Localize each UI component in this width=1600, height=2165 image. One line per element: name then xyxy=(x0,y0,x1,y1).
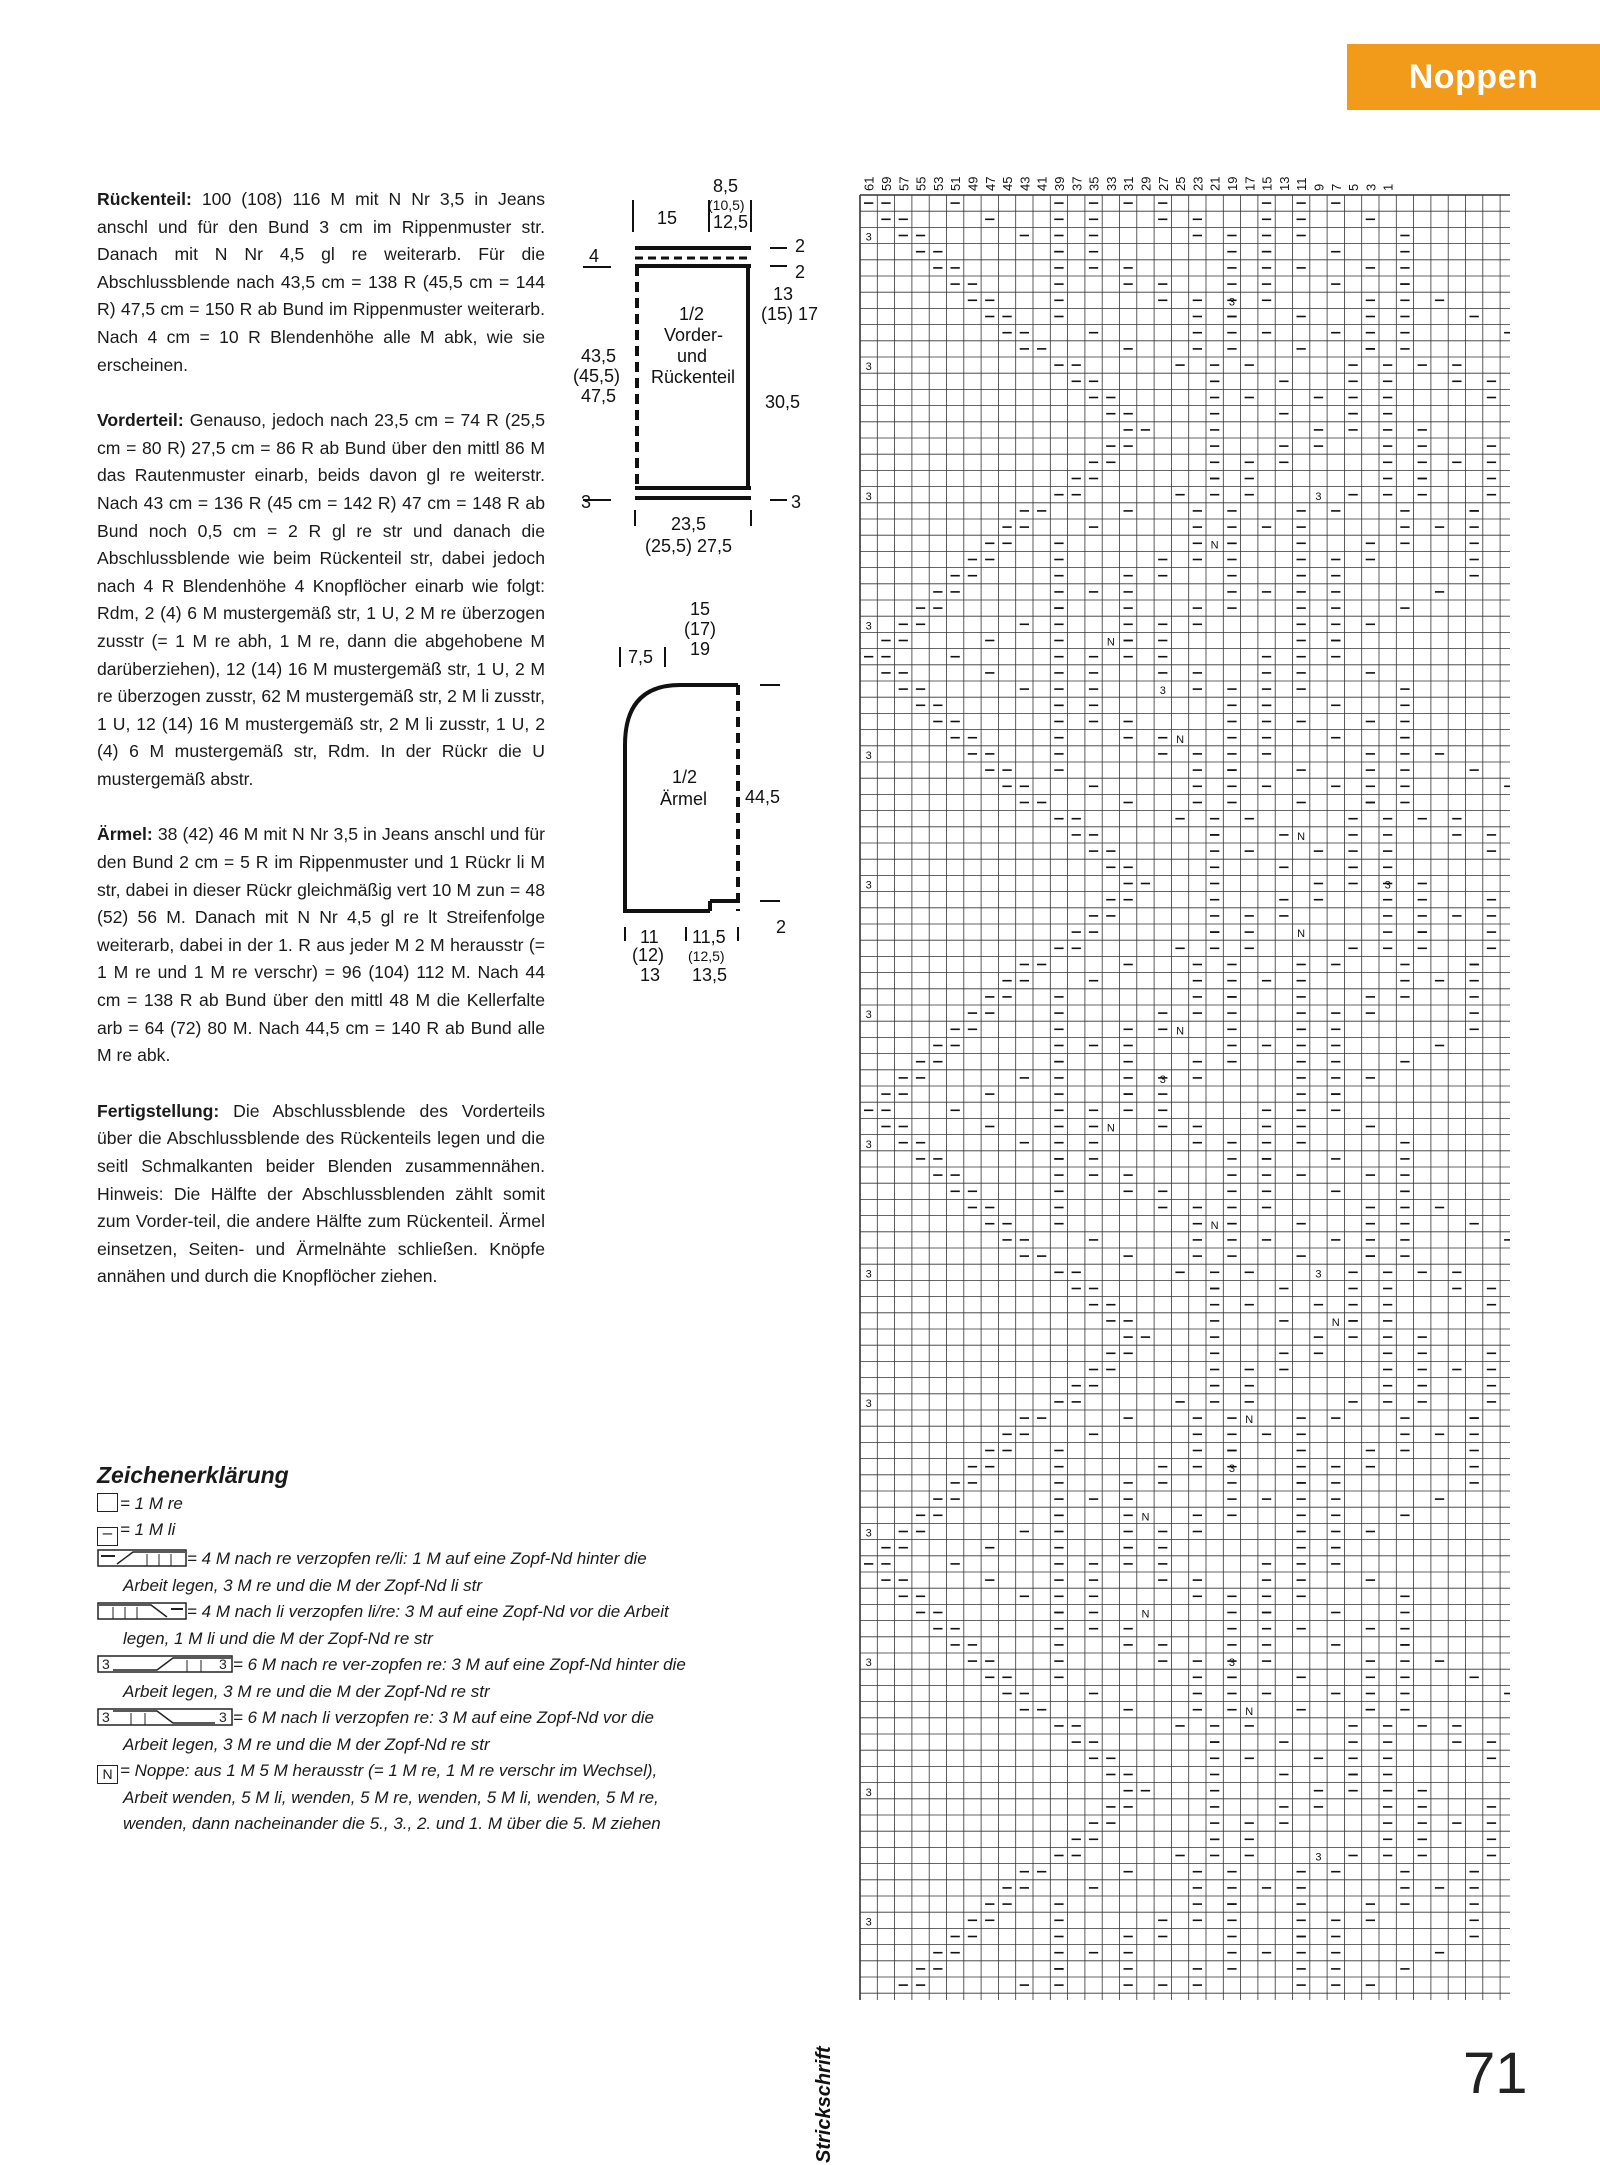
bottom-b-m: (12,5) xyxy=(688,948,725,964)
body-label-3: und xyxy=(677,346,708,366)
bobble-mark: N xyxy=(1245,1705,1254,1718)
cable-count-mark: 3 xyxy=(1228,296,1236,309)
height-s: 43,5 xyxy=(581,346,617,366)
legend-text-cont: Arbeit legen, 3 M re und die M der Zopf-Nd re str xyxy=(123,1734,490,1754)
row-label: 39 xyxy=(1051,176,1067,191)
cable-count-mark: 3 xyxy=(865,1398,872,1410)
row-label: 49 xyxy=(965,176,981,191)
sleeve-top-s: 15 xyxy=(690,599,711,619)
top-width: 8,5 xyxy=(713,176,739,196)
sleeve-label-1: 1/2 xyxy=(672,767,698,787)
body-label-4: Rückenteil xyxy=(651,367,736,387)
rib-left: 3 xyxy=(581,492,592,512)
cable-count-label: 3 xyxy=(219,1656,227,1672)
sleeve-length: 44,5 xyxy=(745,787,781,807)
legend-text: = 1 M li xyxy=(120,1520,176,1539)
bobble-mark: N xyxy=(1210,539,1219,552)
row-label: 17 xyxy=(1242,176,1258,191)
row-label: 7 xyxy=(1328,183,1344,191)
chart-grid xyxy=(860,195,1510,2000)
legend-item-cable6-right xyxy=(97,1652,737,1705)
legend-text-cont: Arbeit legen, 3 M re und die M der Zopf-Nd li str xyxy=(123,1575,483,1595)
cable-count-mark: 3 xyxy=(865,1527,872,1540)
row-number-labels xyxy=(862,177,1396,191)
bobble-mark: N xyxy=(1210,1219,1219,1232)
bobble-mark: N xyxy=(1297,928,1306,941)
cable-count-mark: 3 xyxy=(1159,685,1166,698)
cable-count-mark: 3 xyxy=(1315,1851,1322,1864)
row-label: 27 xyxy=(1155,176,1171,191)
bottom-b-l: 13,5 xyxy=(692,965,728,985)
cable-count-label: 3 xyxy=(219,1709,227,1725)
body-label-1: 1/2 xyxy=(679,304,705,324)
cable-4-left-icon xyxy=(97,1601,187,1621)
row-label: 47 xyxy=(982,176,998,191)
legend-text: = 4 M nach re verzopfen re/li: 1 M auf eine Zopf-Nd hinter die xyxy=(187,1549,647,1568)
cable-count-mark: 3 xyxy=(1228,1462,1236,1475)
sleeve-cap: 7,5 xyxy=(628,647,654,667)
bobble-mark: N xyxy=(1297,831,1306,843)
empty-square-icon xyxy=(97,1493,118,1512)
cable-6-left-icon xyxy=(97,1707,233,1727)
finishing-text: Die Abschlussblende des Vorderteils über die Abschlussblende des Rückenteils legen und die seitl Schmalkanten beider Blenden zusammennähen. Hinweis: Die Hälfte der Abschlussblenden zählt somit zum Vorder-teil, die andere Hälfte zum Rückenteil. Ärmel einsetzen, Seiten- und Ärmelnähte schließen. Knöpfe annähen und durch die Knopflöcher ziehen. xyxy=(97,1100,545,1287)
legend-text: = Noppe: aus 1 M 5 M herausstr (= 1 M re, 1 M re verschr im Wechsel), xyxy=(120,1761,658,1780)
sleeve-top-l: 19 xyxy=(690,639,711,659)
row-label: 23 xyxy=(1190,176,1206,191)
cable-count-mark: 3 xyxy=(865,1786,872,1799)
symbol-legend xyxy=(97,1462,737,1838)
row-label: 43 xyxy=(1017,176,1033,191)
page-number: 71 xyxy=(1463,2041,1528,2106)
cable-count-mark: 3 xyxy=(865,231,872,244)
chart-title xyxy=(800,1985,840,2165)
legend-item-bobble xyxy=(97,1758,737,1838)
row-label: 35 xyxy=(1086,176,1102,191)
front-text: Genauso, jedoch nach 23,5 cm = 74 R (25,5 cm = 80 R) 27,5 cm = 86 R ab Bund über den mittl 86 M das Rautenmuster einarb, beids davon gl re weiterstr. Nach 43 cm = 136 R (45 cm = 142 R) 47 cm = 148 R ab Bund noch 0,5 cm = 2 R gl re str und danach die Abschlussblende wie beim Rückenteil str, dabei jedoch nach 4 R Blendenhöhe 4 Knopflöcher einarb wie folgt: Rdm, 2 (4) 6 M mustergemäß str, 1 U, 2 M re überzogen zusstr (= 1 M re abh, 1 M re, dann die abgehobene M darüberziehen), 12 (14) 16 M mustergemäß str, 1 U, 2 M re überzogen zusstr, 62 M mustergemäß str, 2 M li zusstr, 1 U, 12 (14) 16 M mustergemäß str, 2 M li zusstr, 1 U, 2 (4) 6 M mustergemäß str, Rdm. In der Rückr die U mustergemäß abstr. xyxy=(97,410,545,789)
row-label: 15 xyxy=(1259,176,1275,191)
back-text: 100 (108) 116 M mit N Nr 3,5 in Jeans anschl und für den Bund 3 cm im Rippenmuster str. Danach mit N Nr 4,5 gl re weiterarb. Für die Abschlussblende nach 43,5 cm = 138 R (45,5 cm = 144 R) 47,5 cm = 150 R ab Bund im Rippenmuster weiterarb. Nach 4 cm = 10 R Blendenhöhe alle M abk, wie sie erscheinen. xyxy=(97,189,546,375)
cable-count-mark: 3 xyxy=(1228,1657,1236,1670)
sleeve-text: 38 (42) 46 M mit N Nr 3,5 in Jeans anschl und für den Bund 2 cm = 5 R im Rippenmuster und 1 Rückr li M str, dabei in dieser Rückr gleichmäßig vert 10 M zun = 48 (52) 56 M. Danach mit N Nr 4,5 gl re lt Streifenfolge weiterarb, dabei in der 1. R aus jeder M 2 M herausstr (= 1 M re und 1 M re verschr) = 96 (104) 112 M. Nach 44 cm = 138 R ab Bund über den mittl 48 M die Kellerfalte arb = 64 (72) 80 M. Nach 44,5 cm = 140 R ab Bund alle M re abk. xyxy=(97,824,545,1066)
cable-count-mark: 3 xyxy=(1315,1268,1322,1281)
row-label: 29 xyxy=(1138,176,1154,191)
row-label: 5 xyxy=(1346,183,1362,191)
row-label: 45 xyxy=(1000,176,1016,191)
cable-6-right-icon xyxy=(97,1654,233,1674)
bobble-mark: N xyxy=(1141,1608,1150,1621)
rib-right: 3 xyxy=(791,492,802,512)
bottom-a-s: 11 xyxy=(640,927,659,947)
body-label-2: Vorder- xyxy=(664,325,724,345)
dash-square-icon: – xyxy=(97,1527,118,1546)
top-width-l: 12,5 xyxy=(713,212,749,232)
width-s: 23,5 xyxy=(671,514,707,534)
legend-item-knit xyxy=(97,1491,737,1518)
cable-count-mark: 3 xyxy=(865,750,872,762)
row-label: 51 xyxy=(948,176,964,191)
side-upper-m: (15) 17 xyxy=(761,304,819,324)
row-label: 13 xyxy=(1276,176,1292,191)
row-label: 25 xyxy=(1173,176,1189,191)
sleeve-heading: Ärmel: xyxy=(97,824,153,845)
row-label: 21 xyxy=(1207,176,1223,191)
front-heading: Vorderteil: xyxy=(97,410,184,431)
bobble-icon: N xyxy=(97,1765,118,1784)
front-paragraph xyxy=(97,407,545,793)
instructions xyxy=(97,186,545,1319)
row-label: 53 xyxy=(930,176,946,191)
bottom-a-l: 13 xyxy=(640,965,661,985)
row-label: 11 xyxy=(1294,177,1310,191)
legend-item-cable6-left xyxy=(97,1705,737,1758)
sleeve-label-2: Ärmel xyxy=(660,789,708,809)
neck-width: 15 xyxy=(657,208,678,228)
cable-4-right-icon xyxy=(97,1548,187,1568)
row-label: 61 xyxy=(861,176,877,191)
cable-count-label: 3 xyxy=(102,1656,110,1672)
width-ml: (25,5) 27,5 xyxy=(645,536,733,556)
band-right-2: 2 xyxy=(795,262,806,282)
chart-symbols xyxy=(864,203,1510,2000)
legend-title: Zeichenerklärung xyxy=(97,1462,289,1488)
bobble-mark: N xyxy=(1245,1414,1254,1427)
row-label: 55 xyxy=(913,176,929,191)
legend-text: = 6 M nach re ver-zopfen re: 3 M auf eine Zopf-Nd hinter die xyxy=(233,1655,686,1674)
row-label: 41 xyxy=(1034,176,1050,191)
side-lower: 30,5 xyxy=(765,392,801,412)
row-label: 59 xyxy=(878,176,894,191)
row-label: 1 xyxy=(1380,183,1396,191)
top-width-m: (10,5) xyxy=(708,197,745,213)
row-label: 57 xyxy=(896,176,912,191)
legend-text: = 6 M nach li verzopfen re: 3 M auf eine Zopf-Nd vor die xyxy=(233,1708,654,1727)
sleeve-top-m: (17) xyxy=(684,619,717,639)
sleeve-schematic xyxy=(610,595,820,1005)
finishing-paragraph xyxy=(97,1098,545,1291)
height-l: 47,5 xyxy=(581,386,617,406)
legend-item-purl xyxy=(97,1517,737,1546)
legend-text-cont: wenden, dann nacheinander die 5., 3., 2. und 1. M über die 5. M ziehen xyxy=(123,1814,661,1833)
back-heading: Rückenteil: xyxy=(97,189,192,209)
legend-text-cont: legen, 1 M li und die M der Zopf-Nd re str xyxy=(123,1628,433,1648)
section-tab: Noppen xyxy=(1347,44,1600,110)
band-right-1: 2 xyxy=(795,236,806,256)
back-paragraph xyxy=(97,186,545,379)
cable-count-mark: 3 xyxy=(865,879,872,892)
bobble-mark: N xyxy=(1106,636,1115,649)
row-label: 31 xyxy=(1121,176,1137,191)
cable-count-mark: 3 xyxy=(865,361,872,374)
cable-count-mark: 3 xyxy=(865,1009,872,1022)
cable-count-mark: 3 xyxy=(865,620,872,633)
height-m: (45,5) xyxy=(573,366,621,386)
cable-count-mark: 3 xyxy=(865,1916,872,1929)
band-left: 4 xyxy=(589,246,600,266)
cable-count-mark: 3 xyxy=(1159,1074,1166,1086)
sleeve-paragraph xyxy=(97,821,545,1069)
cable-count-mark: 3 xyxy=(865,1268,872,1281)
cable-count-mark: 3 xyxy=(1315,490,1322,503)
chart-title-text: Strickschrift xyxy=(813,2046,835,2163)
legend-item-cable4-left xyxy=(97,1599,737,1652)
legend-text-cont: Arbeit legen, 3 M re und die M der Zopf-Nd re str xyxy=(123,1681,490,1701)
sleeve-cuff: 2 xyxy=(776,917,787,937)
legend-text: = 4 M nach li verzopfen li/re: 3 M auf eine Zopf-Nd vor die Arbeit xyxy=(187,1602,669,1621)
cable-count-mark: 3 xyxy=(865,1138,872,1151)
body-schematic xyxy=(565,170,825,570)
knitting-chart xyxy=(850,150,1510,2000)
row-label: 37 xyxy=(1069,176,1085,191)
bobble-mark: N xyxy=(1331,1317,1340,1329)
finishing-heading: Fertigstellung: xyxy=(97,1100,220,1121)
legend-item-cable4-right xyxy=(97,1546,737,1599)
cable-count-label: 3 xyxy=(102,1709,110,1725)
cable-count-mark: 3 xyxy=(865,1657,872,1670)
bobble-mark: N xyxy=(1141,1511,1150,1524)
bottom-a-m: (12) xyxy=(632,945,665,965)
cable-count-mark: 3 xyxy=(1384,879,1391,892)
bobble-mark: N xyxy=(1106,1122,1115,1135)
side-upper: 13 xyxy=(773,284,794,304)
legend-text-cont: Arbeit wenden, 5 M li, wenden, 5 M re, wenden, 5 M li, wenden, 5 M re, xyxy=(123,1787,659,1807)
bobble-mark: N xyxy=(1176,1025,1185,1038)
bottom-b-s: 11,5 xyxy=(692,927,726,947)
row-label: 3 xyxy=(1363,183,1379,191)
cable-count-mark: 3 xyxy=(865,490,872,503)
bobble-mark: N xyxy=(1176,733,1185,746)
row-label: 19 xyxy=(1224,176,1240,191)
legend-text: = 1 M re xyxy=(120,1493,183,1513)
row-label: 9 xyxy=(1311,183,1327,191)
row-label: 33 xyxy=(1103,176,1119,191)
